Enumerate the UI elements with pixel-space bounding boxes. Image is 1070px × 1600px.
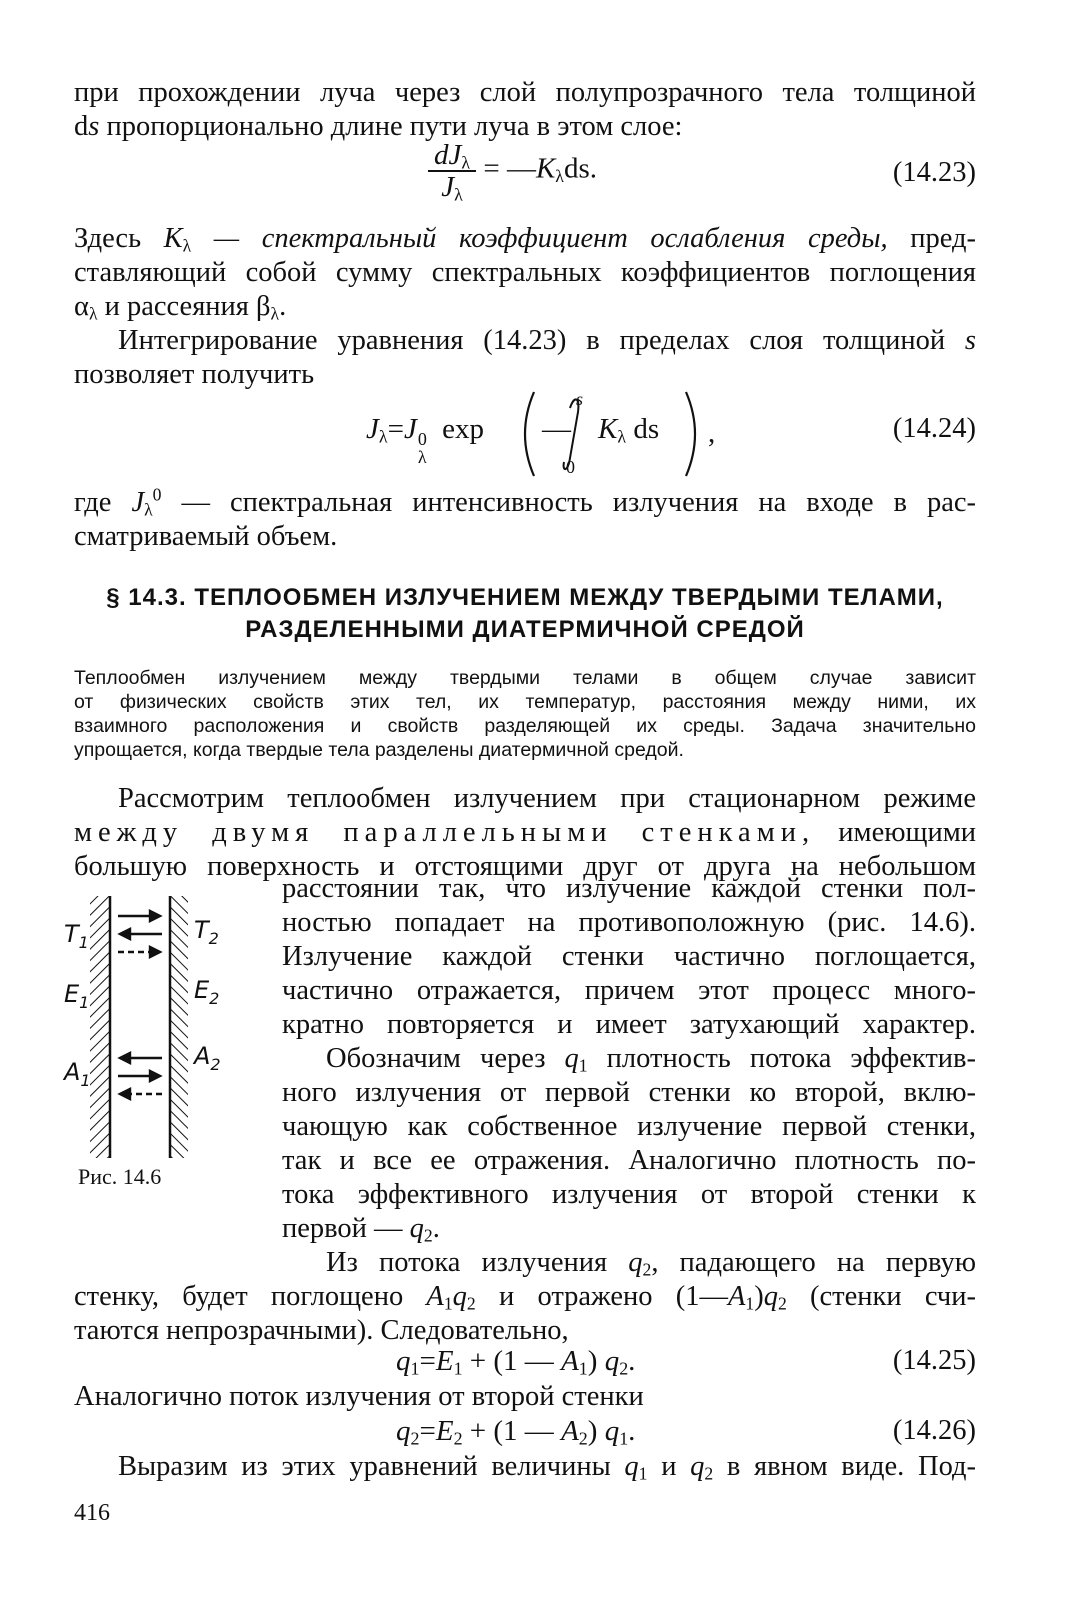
text-line	[326, 1246, 976, 1280]
text-line: кратно повторяется и имеет затухающий характер.	[282, 1009, 976, 1040]
emphasized-text: между двумя параллельными стенками,	[74, 817, 816, 848]
integrand	[598, 412, 659, 446]
subscript: 2	[423, 1225, 433, 1246]
text-line: при прохождении луча через слой полупрозрачного тела толщиной	[74, 77, 976, 108]
symbol: q	[396, 1345, 411, 1377]
right-wall	[170, 896, 188, 1158]
text-fragment: (стенки счи-	[786, 1281, 976, 1312]
term-definition: — спектральный коэффициент ослабления среды,	[191, 223, 888, 254]
text-line: большую поверхность и отстоящими друг от друга на небольшом	[74, 851, 976, 882]
text-line	[326, 1042, 976, 1076]
subscript: λ	[270, 303, 280, 324]
equals: =	[419, 1415, 436, 1447]
text-line	[74, 110, 976, 144]
period: .	[628, 1415, 636, 1447]
subscript: 2	[578, 1428, 588, 1449]
label-E2: $E_2$	[194, 976, 220, 1008]
equation-14-26	[396, 1414, 635, 1448]
symbol: A	[561, 1345, 579, 1377]
subscript: 1	[638, 1463, 648, 1484]
operator: + (1 —	[462, 1415, 562, 1447]
symbol: J	[403, 413, 417, 445]
subscript: λ	[378, 426, 388, 447]
subscript: 1	[453, 1358, 463, 1379]
operator: )	[587, 1345, 605, 1377]
text-fragment: Здесь	[74, 223, 164, 254]
text-fragment: .	[432, 1213, 440, 1244]
text-line: позволяет получить	[74, 359, 315, 390]
text-fragment: где	[74, 487, 132, 518]
equation-lhs	[366, 412, 484, 467]
symbol: E	[435, 1345, 454, 1377]
text-fragment: )	[754, 1281, 764, 1312]
text-fragment: Обозначим через	[326, 1043, 565, 1074]
symbol: A	[561, 1415, 579, 1447]
denominator: J	[441, 171, 455, 203]
subscript: 1	[410, 1358, 420, 1379]
text-fragment: имеющими	[815, 817, 976, 848]
symbol: q	[604, 1415, 620, 1447]
subscript: λ	[417, 447, 427, 467]
subscript: 2	[642, 1259, 652, 1280]
text-fragment: .	[279, 291, 287, 322]
text-line	[74, 290, 976, 324]
text-line: чающую как собственное излучение первой стенки,	[282, 1111, 976, 1142]
equation-number: (14.25)	[892, 1345, 976, 1376]
symbol: q	[690, 1451, 705, 1482]
integral-upper-limit: s	[576, 389, 584, 409]
label-A2: $A_2$	[194, 1042, 221, 1074]
subscript: 2	[619, 1358, 629, 1379]
symbol: q	[452, 1281, 467, 1312]
symbol: ds	[626, 413, 660, 445]
section-heading: РАЗДЕЛЕННЫМИ ДИАТЕРМИЧНОЙ СРЕДОЙ	[245, 616, 805, 643]
text-fragment: s	[88, 111, 100, 142]
text-line: таются непрозрачными). Следовательно,	[74, 1315, 569, 1346]
text-line	[282, 1212, 976, 1246]
comma: ,	[708, 417, 716, 449]
subscript: λ	[454, 184, 463, 205]
symbol: J	[366, 413, 379, 445]
abstract-line: Теплообмен излучением между твердыми телами в общем случае зависит	[74, 667, 976, 689]
text-line	[74, 816, 976, 850]
section-heading: § 14.3. ТЕПЛООБМЕН ИЗЛУЧЕНИЕМ МЕЖДУ ТВЕРДЫМИ ТЕЛАМИ,	[106, 584, 944, 611]
equation-number: (14.23)	[892, 157, 976, 188]
symbol: q	[564, 1043, 579, 1074]
text-line: расстоянии так, что излучение каждой стенки пол-	[282, 873, 976, 904]
symbol: E	[435, 1415, 454, 1447]
text-fragment: и отражено (1—	[475, 1281, 728, 1312]
text-line: так и все ее отражения. Аналогично плотность по-	[282, 1145, 976, 1176]
page-number: 416	[74, 1500, 110, 1526]
period: .	[628, 1345, 636, 1377]
text-fragment: Выразим из этих уравнений величины	[118, 1451, 625, 1482]
text-line	[74, 1280, 976, 1314]
text-fragment: Из потока излучения	[326, 1247, 629, 1278]
symbol: K	[598, 413, 618, 445]
subscript: 2	[453, 1428, 463, 1449]
subscript: 1	[578, 1055, 588, 1076]
text-fragment: , падающего на первую	[651, 1247, 976, 1278]
symbol: q	[628, 1247, 643, 1278]
abstract-line: взаимного расположения и свойств разделяющей их среды. Задача значительно	[74, 715, 976, 737]
text-fragment: α	[74, 291, 89, 322]
label-E1: $E_1$	[64, 980, 90, 1012]
text-line	[74, 222, 976, 256]
symbol: q	[624, 1451, 639, 1482]
subscript: λ	[144, 499, 153, 520]
abstract-line: от физических свойств этих тел, их температур, расстояния между ними, их	[74, 691, 976, 713]
text-line: ставляющий собой сумму спектральных коэффициентов поглощения	[74, 257, 976, 288]
label-T1: $T_1$	[64, 920, 89, 952]
text-fragment: и	[647, 1451, 691, 1482]
left-wall	[90, 896, 110, 1158]
text-fragment: в явном виде. Под-	[713, 1451, 976, 1482]
text-line	[118, 1450, 976, 1484]
equation-number: (14.24)	[892, 413, 976, 444]
abstract-line: упрощается, когда твердые тела разделены диатермичной средой.	[74, 739, 684, 761]
subscript: λ	[461, 152, 471, 173]
equals: =	[419, 1345, 436, 1377]
text-fragment: плотность потока эффектив-	[587, 1043, 976, 1074]
text-fragment: пред-	[887, 223, 976, 254]
label-A1: $A_1$	[64, 1058, 91, 1090]
equation-14-24	[366, 388, 726, 478]
text-line: ностью попадает на противоположную (рис. 14.6).	[282, 907, 976, 938]
text-line	[74, 486, 976, 520]
symbol: A	[727, 1281, 746, 1312]
text-fragment: и рассеяния β	[97, 291, 271, 322]
superscript: 0	[417, 429, 427, 449]
equals: = —	[483, 152, 536, 185]
minus-sign: —	[542, 413, 571, 445]
function-name: exp	[434, 413, 484, 445]
subscript: 1	[745, 1293, 755, 1314]
subscript: 2	[704, 1463, 714, 1484]
arrows	[118, 911, 162, 1099]
text-fragment: — спектральная интенсивность излучения на входе в рас-	[161, 487, 976, 518]
symbol: K	[535, 152, 556, 185]
numerator: dJ	[434, 139, 462, 171]
text-line: ного излучения от первой стенки ко второй, вклю-	[282, 1077, 976, 1108]
fraction	[428, 139, 476, 205]
text-line: частично отражается, причем этот процесс много-	[282, 975, 976, 1006]
text-fragment: стенку, будет поглощено	[74, 1281, 427, 1312]
text-fragment: первой —	[282, 1213, 410, 1244]
subscript: λ	[88, 303, 98, 324]
subscript: 1	[578, 1358, 588, 1379]
text-line: Рассмотрим теплообмен излучением при стационарном режиме	[118, 783, 976, 814]
text-line: сматриваемый объем.	[74, 521, 338, 552]
text-fragment: K	[163, 223, 183, 254]
text-fragment: пропорционально длине пути луча в этом слое:	[99, 111, 683, 142]
superscript: 0	[152, 484, 162, 505]
subscript: λ	[555, 166, 565, 187]
text-line	[118, 324, 976, 358]
operator: )	[587, 1415, 605, 1447]
symbol: ds.	[564, 152, 598, 185]
equation-number: (14.26)	[892, 1415, 976, 1446]
equation-14-25	[396, 1344, 635, 1378]
equation-14-23	[428, 139, 598, 205]
subscript: 1	[619, 1428, 629, 1449]
operator: + (1 —	[462, 1345, 562, 1377]
figure-14-6	[60, 888, 260, 1160]
text-fragment: s	[964, 325, 976, 356]
subscript: λ	[617, 426, 627, 447]
symbol: A	[426, 1281, 444, 1312]
text-line: Излучение каждой стенки частично поглощается,	[282, 941, 976, 972]
text-line: Аналогично поток излучения от второй стенки	[74, 1381, 644, 1412]
subscript: 2	[466, 1293, 476, 1314]
label-T2: $T_2$	[194, 916, 219, 948]
subscript: 1	[443, 1293, 453, 1314]
symbol: q	[604, 1345, 620, 1377]
figure-caption: Рис. 14.6	[78, 1164, 162, 1189]
text-fragment: d	[74, 111, 89, 142]
subscript: λ	[182, 235, 192, 256]
integral-lower-limit: 0	[566, 457, 575, 477]
text-line: тока эффективного излучения от второй стенки к	[282, 1179, 976, 1210]
symbol: q	[396, 1415, 411, 1447]
text-fragment: J	[131, 487, 145, 518]
symbol: q	[763, 1281, 778, 1312]
equals: =	[387, 413, 404, 445]
subscript: 2	[777, 1293, 787, 1314]
symbol: q	[409, 1213, 424, 1244]
text-fragment: Интегрирование уравнения (14.23) в пределах слоя толщиной	[118, 325, 965, 356]
subscript: 2	[410, 1428, 420, 1449]
